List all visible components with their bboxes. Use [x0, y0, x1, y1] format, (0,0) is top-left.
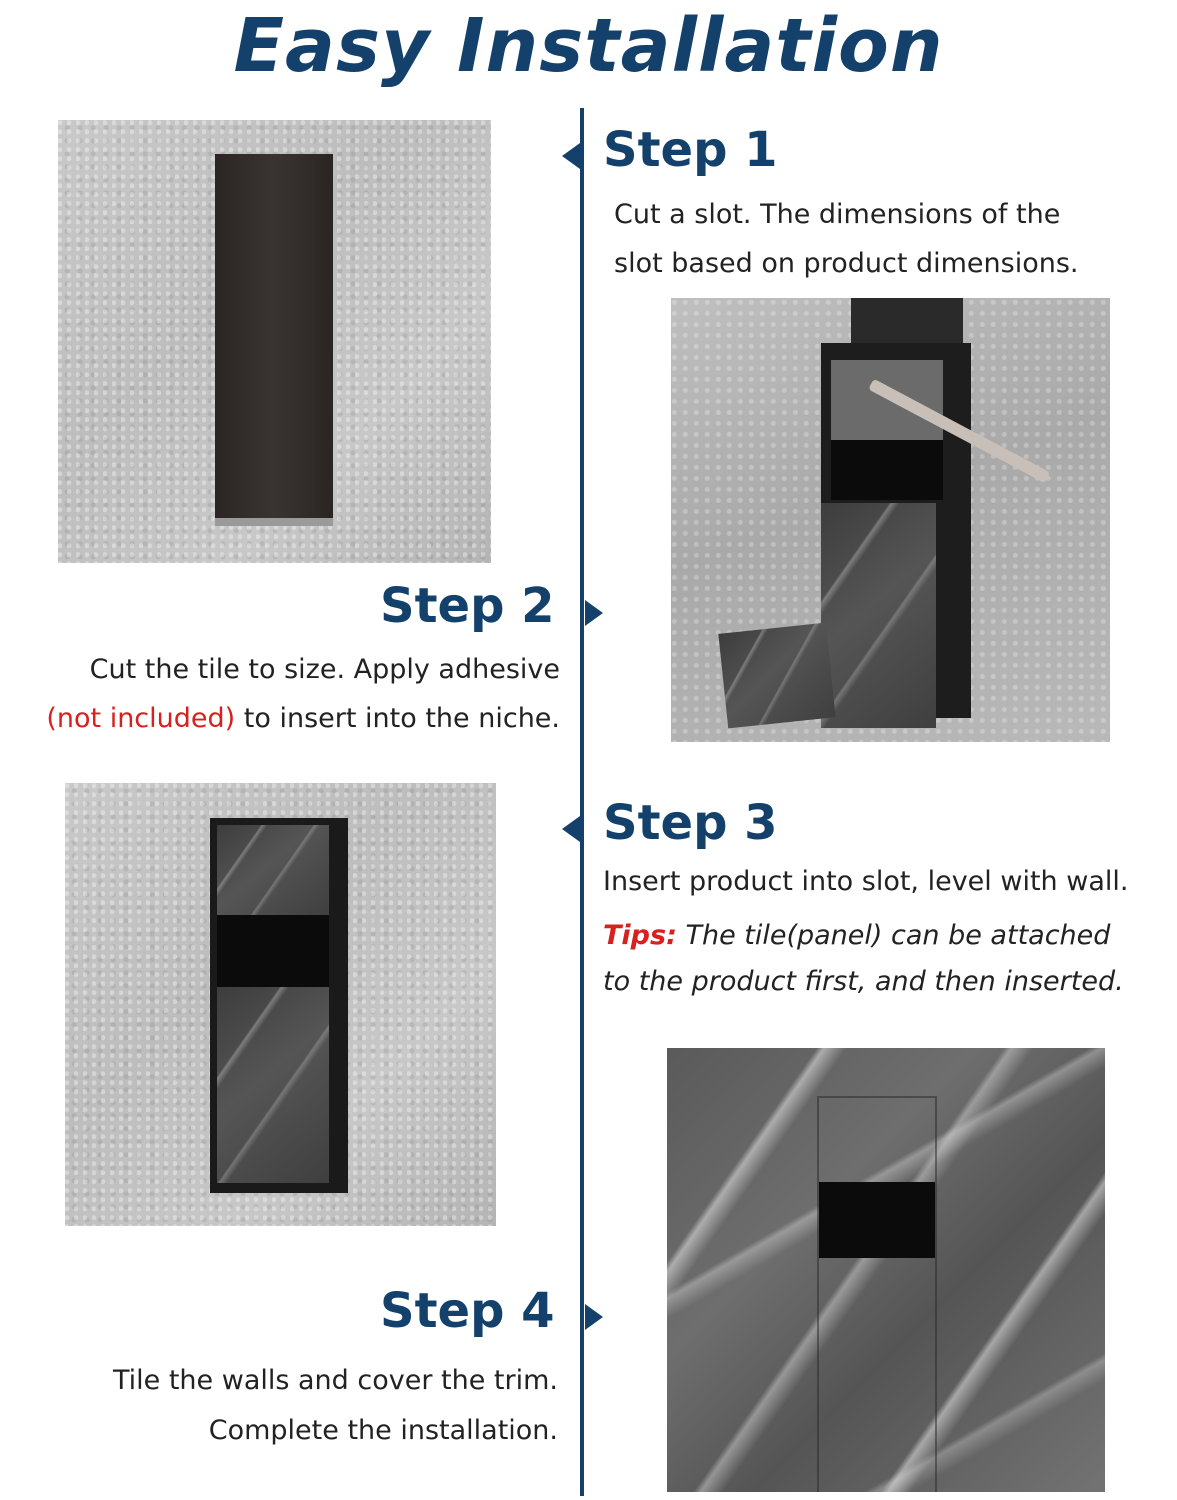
timeline-line — [580, 108, 584, 1496]
step-3-line-1: Insert product into slot, level with wall. — [603, 866, 1129, 897]
photo-wall-slot — [58, 120, 491, 563]
step-3-tips — [603, 913, 1124, 1005]
photo-adhesive — [671, 298, 1110, 742]
step-4-heading: Step 4 — [380, 1283, 555, 1339]
step-3-tips-line-2: to the product first, and then inserted. — [603, 966, 1124, 997]
step-3-arrow-icon — [562, 816, 580, 842]
niche-upper-tile — [217, 825, 329, 915]
finished-niche-opening — [819, 1182, 935, 1258]
tips-text: The tile(panel) can be attached — [676, 920, 1111, 951]
niche-shelf — [831, 440, 943, 500]
step-1-arrow-icon — [562, 143, 580, 169]
tips-label: Tips: — [603, 920, 677, 951]
step-2-line-1: Cut the tile to size. Apply adhesive — [89, 654, 560, 685]
step-1-heading: Step 1 — [603, 122, 778, 178]
step-3-heading: Step 3 — [603, 795, 778, 851]
slot-floor — [215, 518, 333, 526]
step-2-arrow-icon — [585, 600, 603, 626]
cut-slot — [215, 154, 333, 524]
marble-tile-insert — [821, 503, 936, 728]
step-4-description — [0, 1356, 558, 1456]
step-3-tips-line-1 — [603, 913, 1124, 959]
step-4-arrow-icon — [585, 1304, 603, 1330]
niche-lower-tile — [217, 987, 329, 1183]
niche-shelf-opening — [217, 915, 329, 987]
step-4-line-2: Complete the installation. — [208, 1415, 558, 1446]
step-4-line-1: Tile the walls and cover the trim. — [112, 1365, 558, 1396]
niche-outline — [817, 1096, 937, 1492]
marble-tile-piece — [718, 623, 835, 729]
step-2-heading: Step 2 — [380, 578, 555, 634]
wall-slot-top — [851, 298, 963, 348]
not-included-note: (not included) — [46, 703, 236, 734]
step-2-line-2-text: to insert into the niche. — [235, 703, 560, 734]
step-1-line-2: slot based on product dimensions. — [614, 248, 1079, 279]
niche-top-panel — [831, 360, 943, 440]
photo-finished-wall — [667, 1048, 1105, 1492]
step-2-description — [0, 645, 560, 743]
step-1-description — [614, 190, 1079, 288]
step-1-line-1: Cut a slot. The dimensions of the — [614, 199, 1061, 230]
photo-niche-inserted — [65, 783, 496, 1226]
step-2-line-2 — [0, 694, 560, 743]
page-title: Easy Installation — [233, 3, 944, 89]
